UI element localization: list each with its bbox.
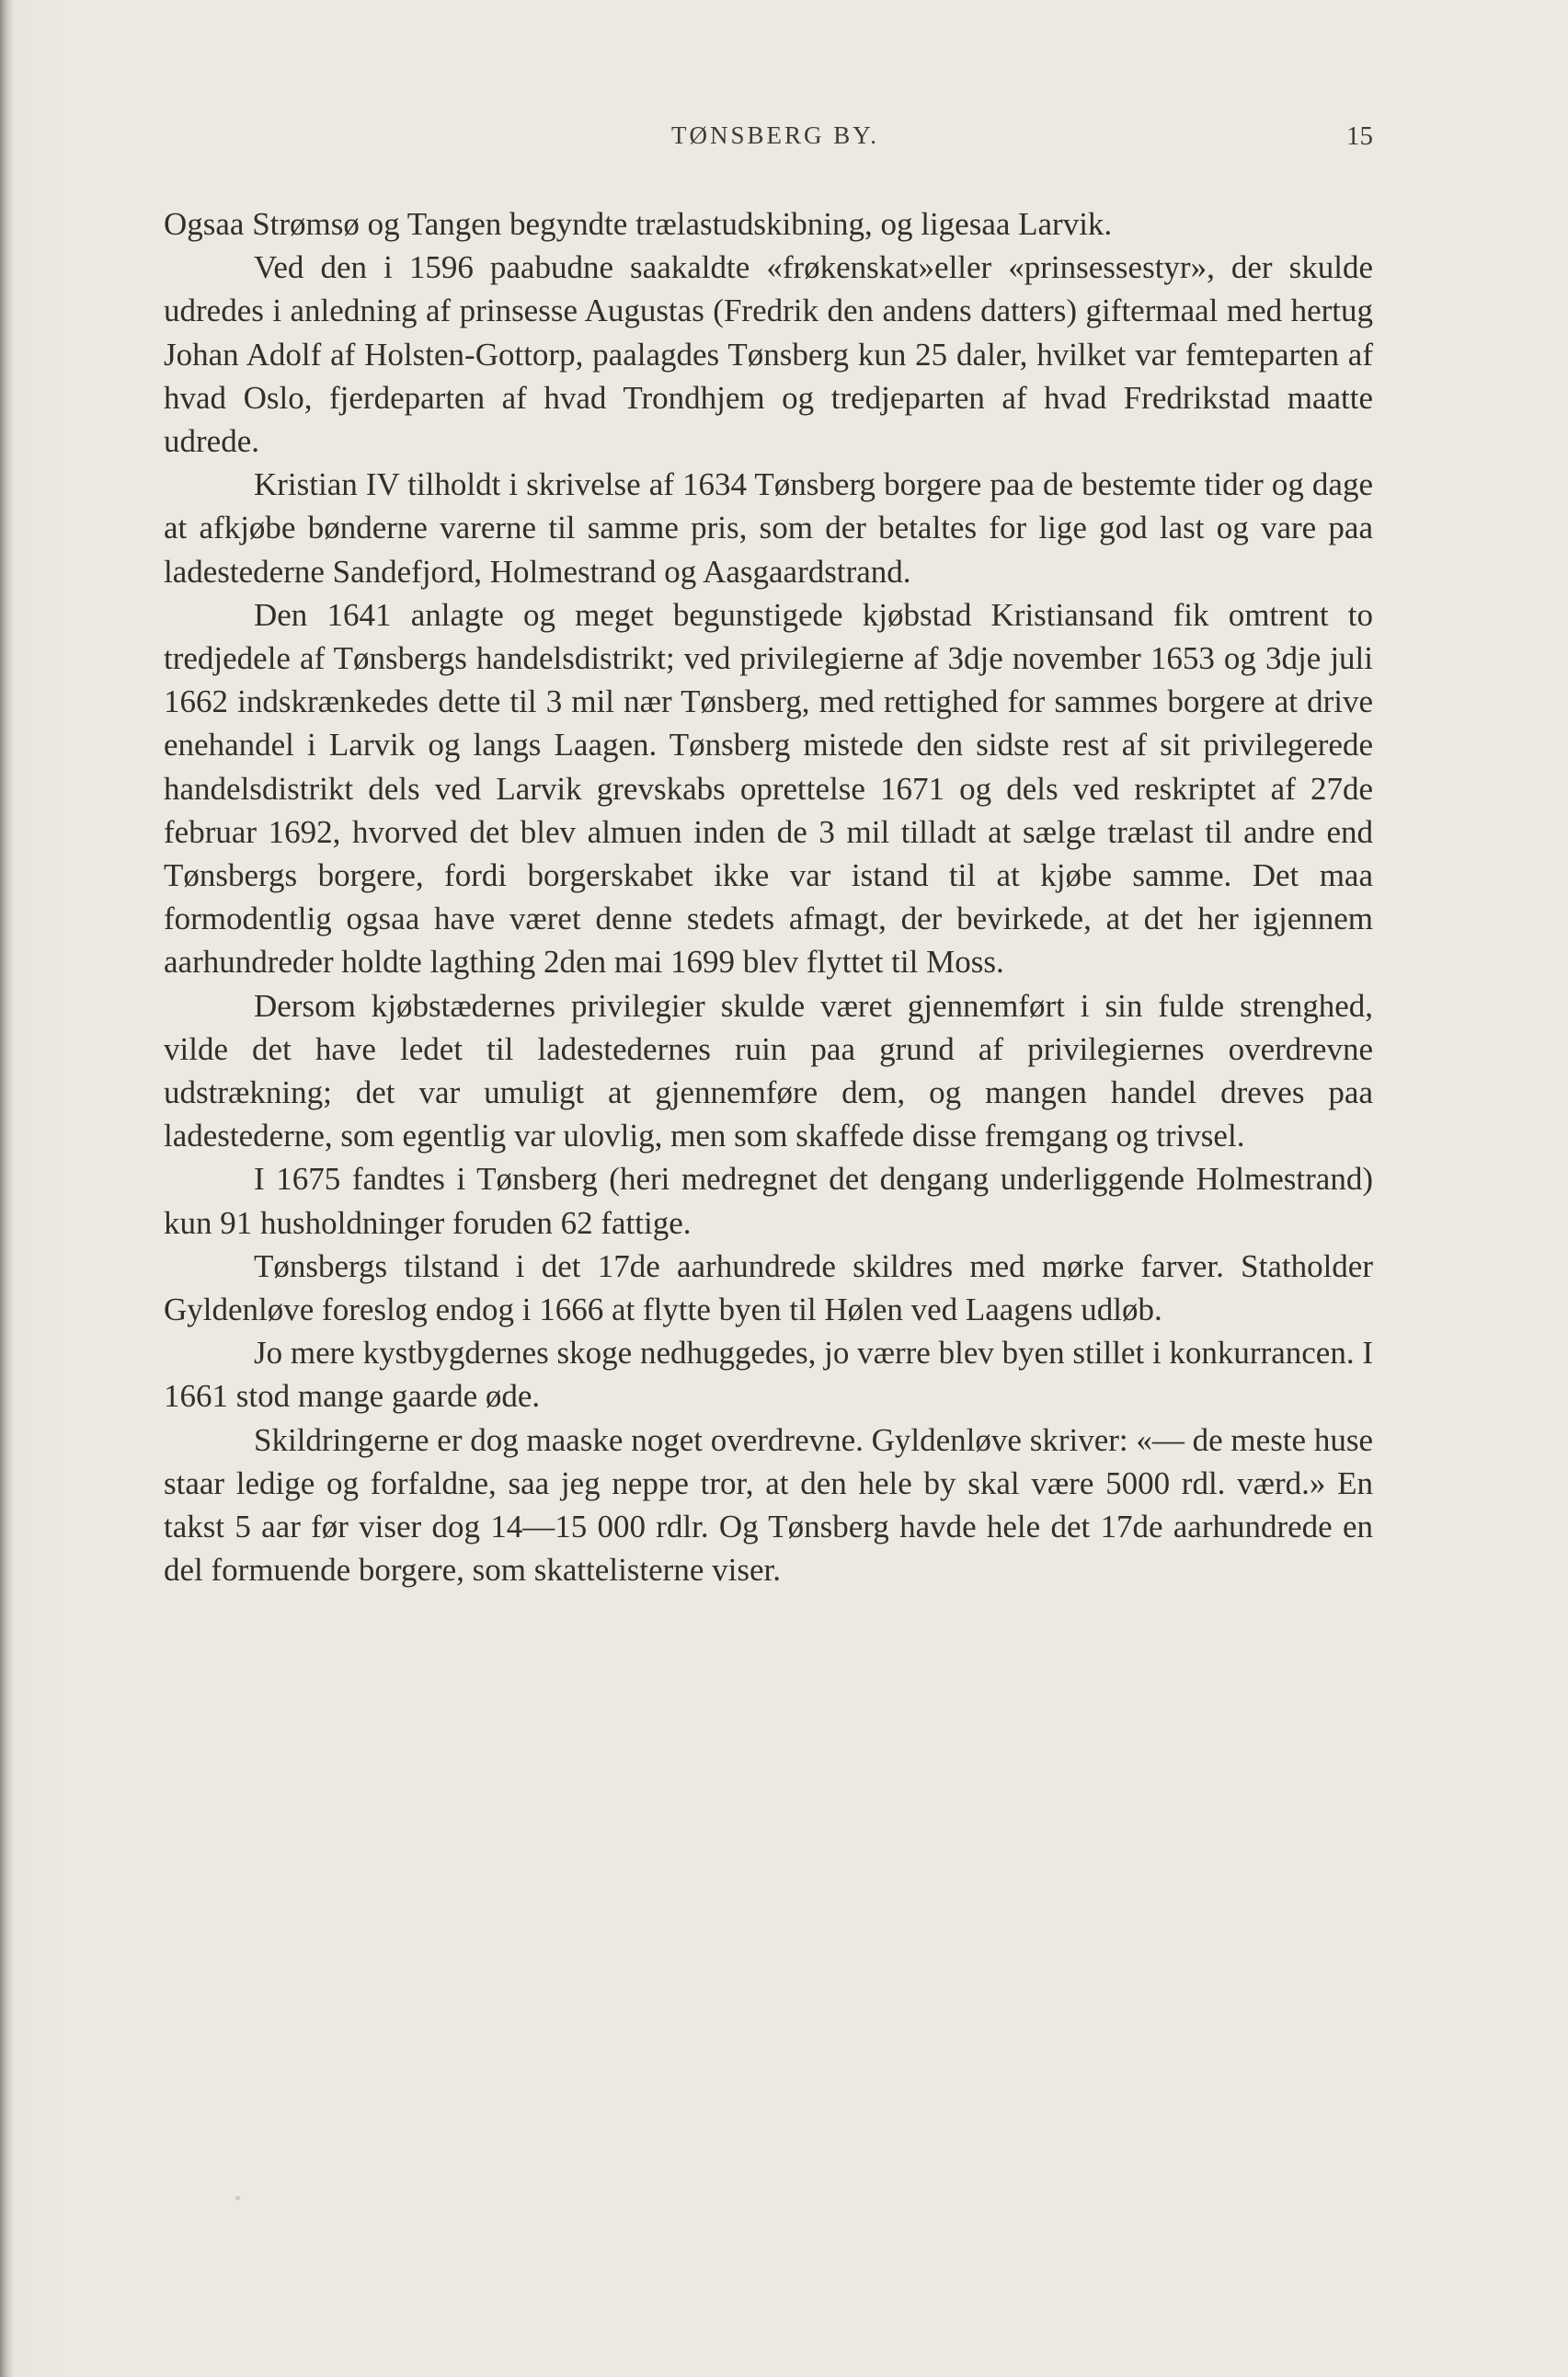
page-spine-shadow xyxy=(0,0,13,2377)
paragraph-1: Ogsaa Strømsø og Tangen begyndte trælastudskibning, og ligesaa Larvik. xyxy=(164,206,1113,242)
page-header xyxy=(164,121,1373,167)
body-text xyxy=(164,202,1373,1592)
paragraph-7: Tønsbergs tilstand i det 17de aarhundrede skildres med mørke farver. Statholder Gyldenløve foreslog endog i 1666 at flytte byen til Hølen ved Laagens udløb. xyxy=(164,1247,1373,1328)
paragraph-3: Kristian IV tilholdt i skrivelse af 1634 Tønsberg borgere paa de bestemte tider og dage at afkjøbe bønderne varerne til samme pris, som der betaltes for lige god last og vare paa ladestederne Sandefjord, Holmestrand og Aasgaardstrand. xyxy=(164,466,1373,590)
paragraph-8: Jo mere kystbygdernes skoge nedhuggedes, jo værre blev byen stillet i konkurrancen. I 1661 stod mange gaarde øde. xyxy=(164,1335,1373,1415)
paragraph-2: Ved den i 1596 paabudne saakaldte «frøkenskat»eller «prinsessestyr», der skulde udredes i anledning af prinsesse Augustas (Fredrik den andens datters) giftermaal med hertug Johan Adolf af Holsten-Gottorp, paalagdes Tønsberg kun 25 daler, hvilket var femteparten af hvad Oslo, fjerdeparten af hvad Trondhjem og tredjeparten af hvad Fredrikstad maatte udrede. xyxy=(164,249,1373,460)
paper-speck xyxy=(1246,708,1249,711)
paper-speck xyxy=(235,2196,240,2200)
page-number: 15 xyxy=(1346,121,1373,151)
running-title: TØNSBERG BY. xyxy=(670,121,880,149)
paragraph-9: Skildringerne er dog maaske noget overdrevne. Gyldenløve skriver: «— de meste huse staar ledige og forfaldne, saa jeg neppe tror, at den hele by skal være 5000 rdl. værd.» En takst 5 aar før viser dog 14—15 000 rdlr. Og Tønsberg havde hele det 17de aarhundrede en del formuende borgere, som skattelisterne viser. xyxy=(164,1421,1373,1589)
paragraph-6: I 1675 fandtes i Tønsberg (heri medregnet det dengang underliggende Holmestrand) kun 91 husholdninger foruden 62 fattige. xyxy=(164,1161,1373,1241)
paragraph-4: Den 1641 anlagte og meget begunstigede kjøbstad Kristiansand fik omtrent to tredjedele af Tønsbergs handelsdistrikt; ved privilegierne af 3dje november 1653 og 3dje juli 1662 indskrænkedes dette til 3 mil nær Tønsberg, med rettighed for sammes borgere at drive enehandel i Larvik og langs Laagen. Tønsberg mistede den sidste rest af sit privilegerede handelsdistrikt dels ved Larvik grevskabs oprettelse 1671 og dels ved reskriptet af 27de februar 1692, hvorved det blev almuen inden de 3 mil tilladt at sælge trælast til andre end Tønsbergs borgere, fordi borgerskabet ikke var istand til at kjøbe samme. Det maa formodentlig ogsaa have været denne stedets afmagt, der bevirkede, at det her igjennem aarhundreder holdte lagthing 2den mai 1699 blev flyttet til Moss. xyxy=(164,596,1373,981)
paragraph-5: Dersom kjøbstædernes privilegier skulde været gjennemført i sin fulde strenghed, vilde det have ledet til ladestedernes ruin paa grund af privilegiernes overdrevne udstrækning; det var umuligt at gjennemføre dem, og mangen handel dreves paa ladestederne, som egentlig var ulovlig, men som skaffede disse fremgang og trivsel. xyxy=(164,987,1373,1154)
